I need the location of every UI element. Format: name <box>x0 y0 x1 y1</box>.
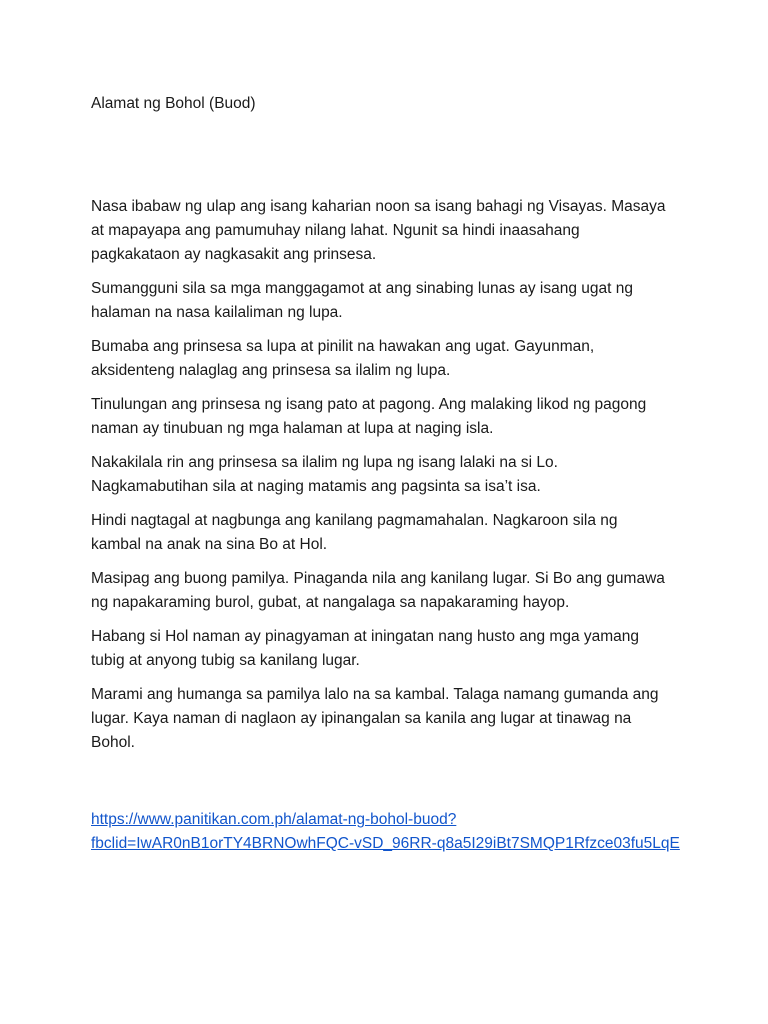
paragraph-line: Nakakilala rin ang prinsesa sa ilalim ng lupa ng isang lalaki na si Lo. <box>91 454 558 471</box>
paragraph-line: kambal na anak na sina Bo at Hol. <box>91 536 328 553</box>
paragraph <box>91 451 691 499</box>
paragraph-line: Masipag ang buong pamilya. Pinaganda nila ang kanilang lugar. Si Bo ang gumawa <box>91 570 665 587</box>
paragraph-line: ng napakaraming burol, gubat, at nangalaga sa napakaraming hayop. <box>91 594 570 611</box>
paragraph-line: Nasa ibabaw ng ulap ang isang kaharian noon sa isang bahagi ng Visayas. Masaya <box>91 198 666 215</box>
paragraph-line: lugar. Kaya naman di naglaon ay ipinangalan sa kanila ang lugar at tinawag na <box>91 710 632 727</box>
paragraph-line: Marami ang humanga sa pamilya lalo na sa kambal. Talaga namang gumanda ang <box>91 686 659 703</box>
paragraph-line: Sumangguni sila sa mga manggagamot at ang sinabing lunas ay isang ugat ng <box>91 280 634 297</box>
paragraph-line: Bohol. <box>91 734 135 751</box>
paragraph <box>91 509 691 557</box>
paragraph <box>91 393 691 441</box>
paragraph <box>91 335 691 383</box>
source-link-line-1[interactable]: https://www.panitikan.com.ph/alamat-ng-bohol-buod? <box>91 811 457 828</box>
paragraph-line: naman ay tinubuan ng mga halaman at lupa at naging isla. <box>91 420 494 437</box>
paragraph-line: aksidenteng nalaglag ang prinsesa sa ilalim ng lupa. <box>91 362 451 379</box>
source-link-line-2[interactable]: fbclid=IwAR0nB1orTY4BRNOwhFQC-vSD_96RR-q8a5I29iBt7SMQP1Rfzce03fu5LqE <box>91 835 680 852</box>
paragraph-line: Bumaba ang prinsesa sa lupa at pinilit na hawakan ang ugat. Gayunman, <box>91 338 595 355</box>
paragraph <box>91 195 691 267</box>
document-body <box>91 195 691 765</box>
paragraph <box>91 625 691 673</box>
paragraph-line: pagkakataon ay nagkasakit ang prinsesa. <box>91 246 377 263</box>
document-title: Alamat ng Bohol (Buod) <box>91 95 256 112</box>
paragraph-line: at mapayapa ang pamumuhay nilang lahat. Ngunit sa hindi inaasahang <box>91 222 580 239</box>
source-link-block <box>91 808 711 856</box>
paragraph-line: Habang si Hol naman ay pinagyaman at iningatan nang husto ang mga yamang <box>91 628 640 645</box>
paragraph <box>91 277 691 325</box>
paragraph-line: tubig at anyong tubig sa kanilang lugar. <box>91 652 360 669</box>
paragraph-line: Hindi nagtagal at nagbunga ang kanilang pagmamahalan. Nagkaroon sila ng <box>91 512 618 529</box>
paragraph <box>91 567 691 615</box>
paragraph-line: Tinulungan ang prinsesa ng isang pato at pagong. Ang malaking likod ng pagong <box>91 396 647 413</box>
paragraph-line: halaman na nasa kailaliman ng lupa. <box>91 304 343 321</box>
paragraph-line: Nagkamabutihan sila at naging matamis ang pagsinta sa isa’t isa. <box>91 478 541 495</box>
paragraph <box>91 683 691 755</box>
